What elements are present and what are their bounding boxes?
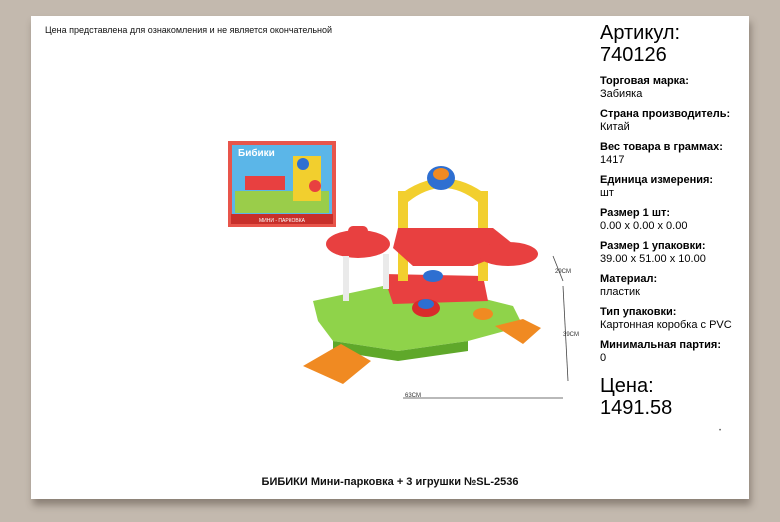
spec-value: шт — [600, 187, 614, 199]
height-label: 29CM — [555, 269, 572, 275]
product-details-panel — [600, 22, 746, 419]
product-image — [223, 136, 583, 401]
spec-brand — [600, 75, 746, 101]
spec-value: Картонная коробка с PVC — [600, 319, 732, 331]
article-label: Артикул: — [600, 22, 681, 44]
spec-unit — [600, 174, 746, 200]
spec-value: 0 — [600, 352, 607, 364]
article-value: 740126 — [600, 44, 667, 66]
width-label: 63CM — [405, 393, 422, 399]
price-disclaimer: Цена представлена для ознакомления и не является окончательной — [45, 25, 333, 35]
spec-label: Страна производитель: — [600, 108, 731, 120]
product-box-picture — [228, 141, 336, 227]
spec-value: пластик — [600, 286, 640, 298]
spec-material — [600, 273, 746, 299]
spec-item-size — [600, 207, 746, 233]
decorative-dot: • — [719, 428, 722, 434]
price-block — [600, 375, 746, 419]
spec-label: Тип упаковки: — [600, 306, 677, 318]
spec-label: Минимальная партия: — [600, 339, 721, 351]
spec-value: Забияка — [600, 88, 643, 100]
spec-value: Китай — [600, 121, 630, 133]
spec-weight — [600, 141, 746, 167]
box-caption-text: МИНИ - ПАРКОВКА — [259, 218, 305, 224]
spec-country — [600, 108, 746, 134]
product-caption: БИБИКИ Мини-парковка + 3 игрушки №SL-2536 — [261, 476, 519, 488]
spec-label: Торговая марка: — [600, 75, 689, 87]
spec-label: Единица измерения: — [600, 174, 714, 186]
spec-value: 39.00 x 51.00 x 10.00 — [600, 253, 706, 265]
spec-label: Вес товара в граммах: — [600, 141, 723, 153]
spec-label: Материал: — [600, 273, 658, 285]
spec-value: 0.00 x 0.00 x 0.00 — [600, 220, 688, 232]
price-value: 1491.58 — [600, 397, 673, 419]
spec-value: 1417 — [600, 154, 625, 166]
spec-label: Размер 1 упаковки: — [600, 240, 706, 252]
price-label: Цена: — [600, 375, 654, 397]
spec-package-size — [600, 240, 746, 266]
parking-playset-picture — [303, 166, 541, 384]
spec-min-order — [600, 339, 746, 365]
price-sheet — [31, 16, 749, 499]
spec-package-type — [600, 306, 746, 332]
box-logo-text: Бибики — [238, 148, 275, 159]
depth-label: 39CM — [563, 332, 580, 338]
article-block — [600, 22, 746, 66]
spec-label: Размер 1 шт: — [600, 207, 671, 219]
